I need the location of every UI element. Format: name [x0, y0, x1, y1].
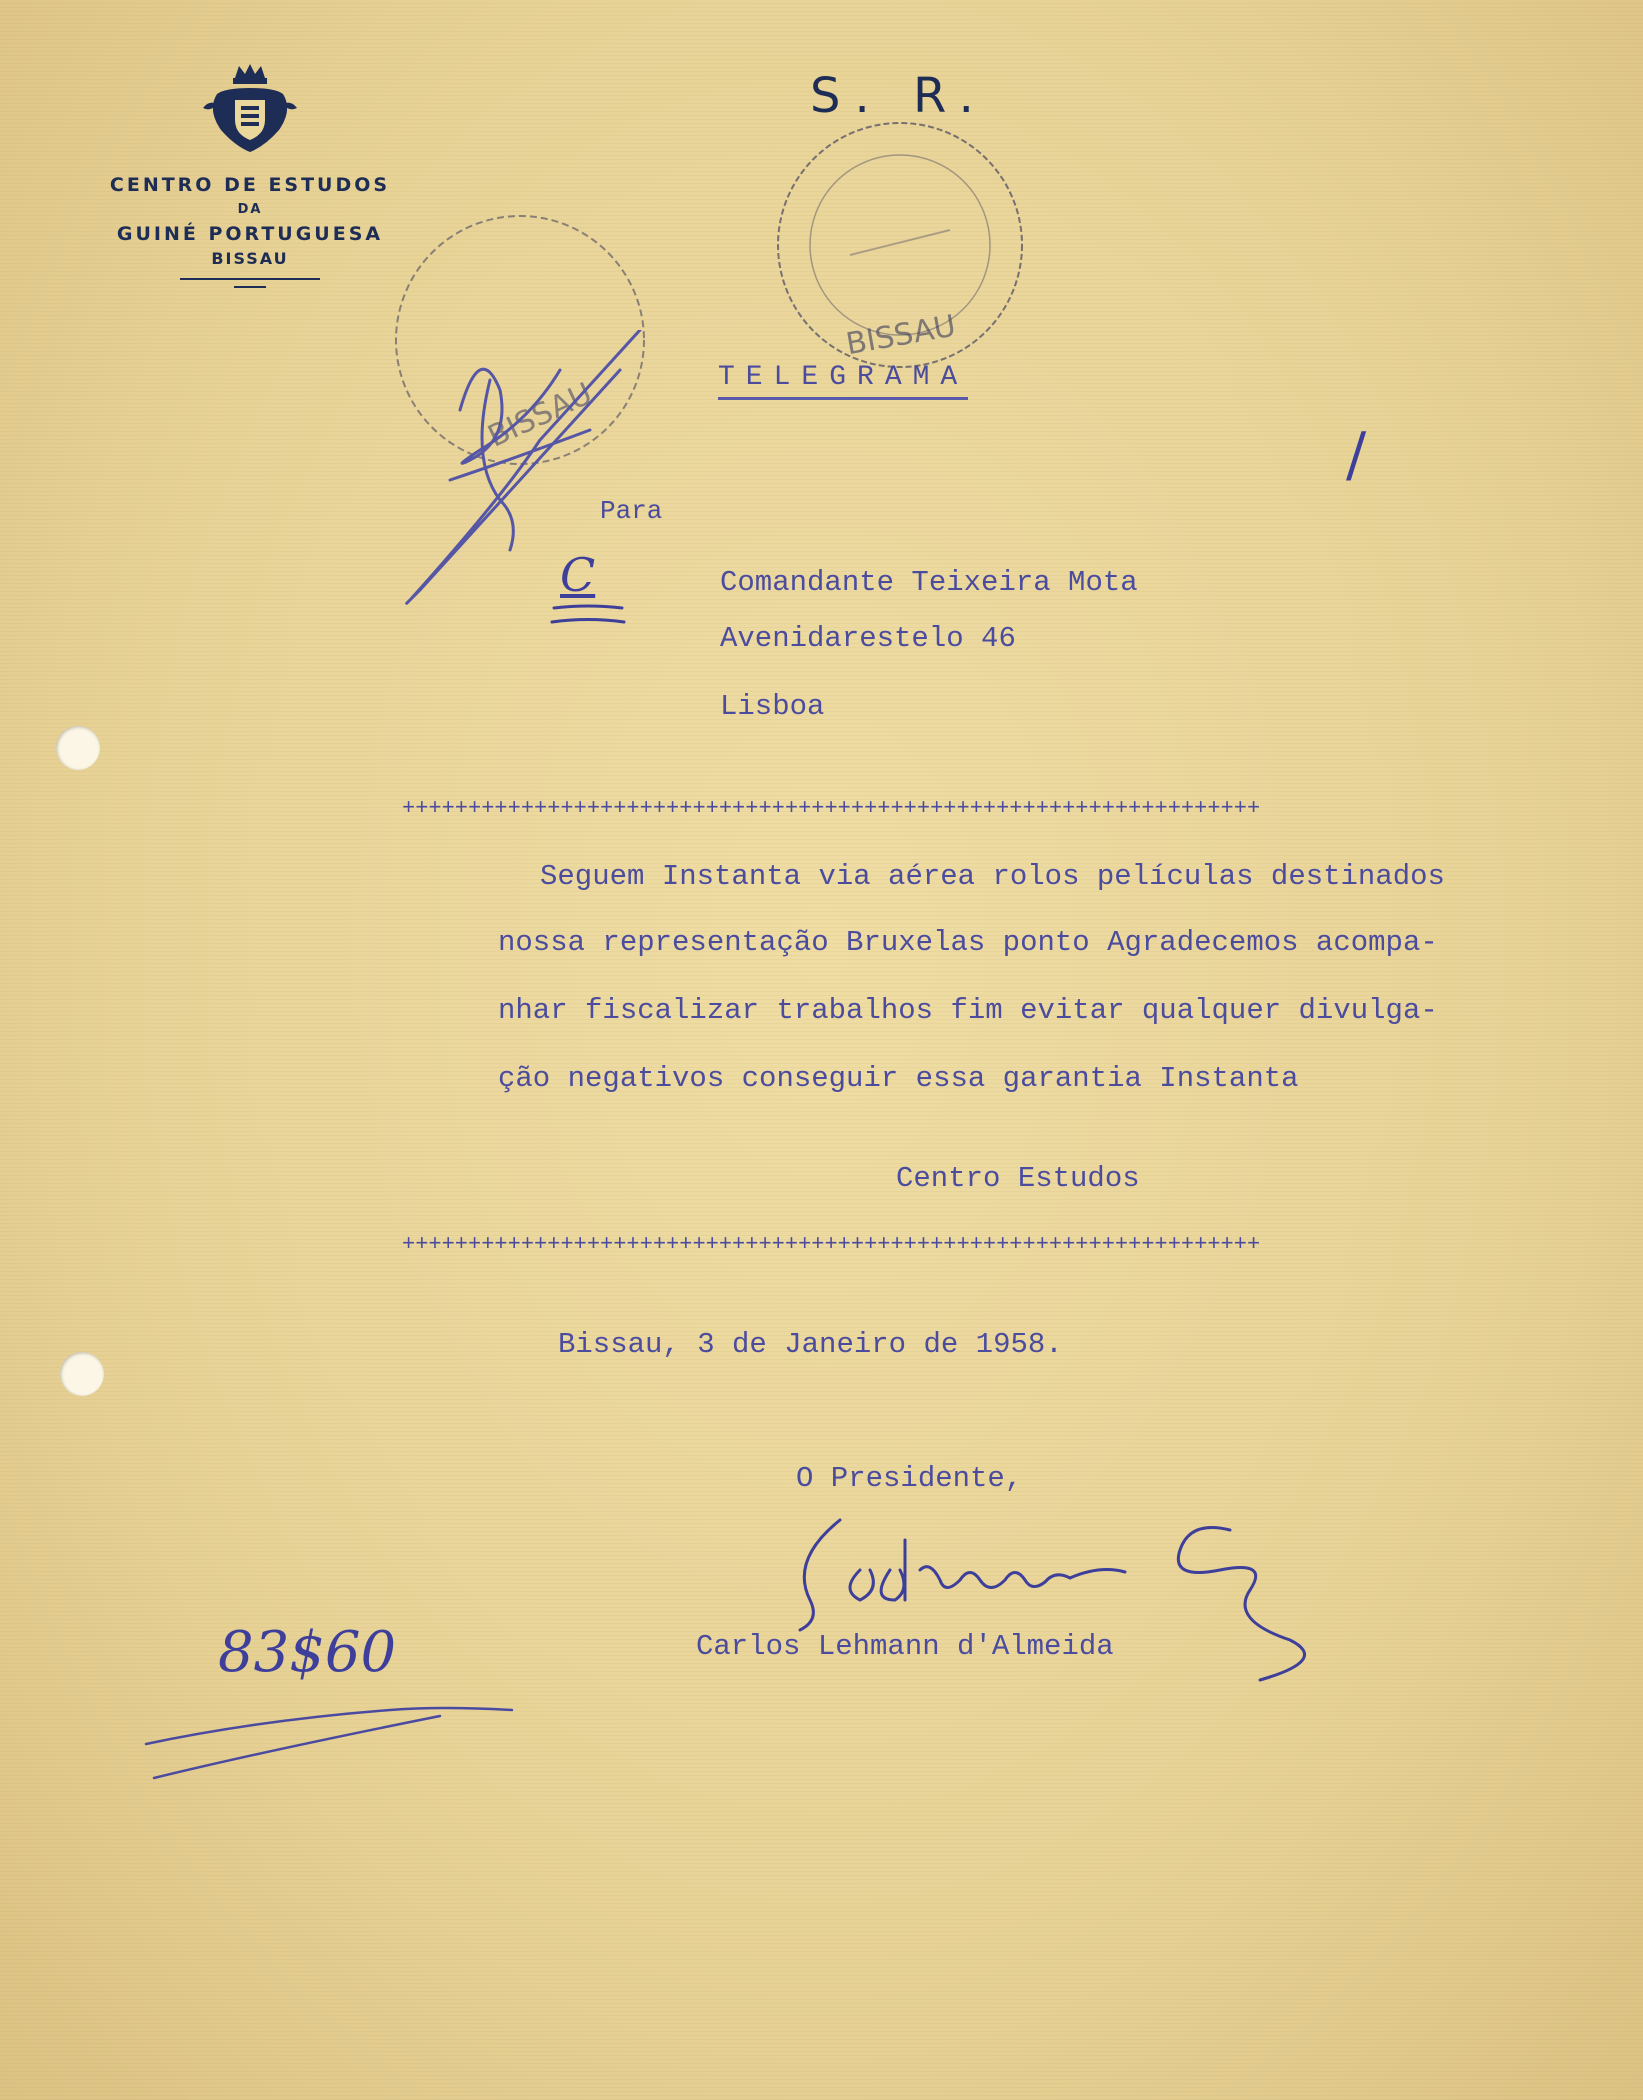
- letterhead-line-2: DA: [237, 202, 263, 217]
- document-title: TELEGRAMA: [718, 362, 968, 400]
- header-mark: S. R.: [810, 68, 988, 124]
- message-line-3: nhar fiscalizar trabalhos fim evitar qualquer divulga-: [498, 994, 1438, 1027]
- handwritten-initials: [390, 330, 670, 620]
- svg-text:BISSAU: BISSAU: [482, 376, 598, 455]
- recipient-city: Lisboa: [720, 690, 825, 723]
- letterhead-line-1: CENTRO DE ESTUDOS: [109, 174, 391, 196]
- closing: O Presidente,: [796, 1462, 1023, 1495]
- letterhead-rule: [180, 278, 320, 280]
- recipient-address: Avenidarestelo 46: [720, 622, 1016, 655]
- message-line-4: ção negativos conseguir essa garantia Instanta: [498, 1062, 1299, 1095]
- separator-bottom: +++++++++++++++++++++++++++++++++++++++++++++++++++++++++++++++++: [402, 1232, 1261, 1257]
- message-line-1: Seguem Instanta via aérea rolos películas destinados: [540, 860, 1445, 893]
- signatory-name: Carlos Lehmann d'Almeida: [696, 1630, 1114, 1663]
- message-sender: Centro Estudos: [896, 1162, 1140, 1195]
- separator-top: +++++++++++++++++++++++++++++++++++++++++++++++++++++++++++++++++: [402, 796, 1261, 821]
- recipient-name: Comandante Teixeira Mota: [720, 566, 1138, 599]
- punch-hole-top: [56, 726, 100, 770]
- letterhead: [80, 60, 420, 288]
- svg-text:BISSAU: BISSAU: [843, 308, 959, 363]
- c-mark-underline: [548, 600, 628, 630]
- punch-hole-bottom: [60, 1352, 104, 1396]
- coat-of-arms-icon: [195, 60, 305, 160]
- letterhead-line-3: GUINÉ PORTUGUESA: [116, 223, 384, 245]
- amount-underline: [140, 1690, 520, 1790]
- message-line-2: nossa representação Bruxelas ponto Agradecemos acompa-: [498, 926, 1438, 959]
- handwritten-c-mark: C: [560, 548, 596, 602]
- date-line: Bissau, 3 de Janeiro de 1958.: [558, 1328, 1063, 1361]
- letterhead-rule-short: [234, 286, 266, 288]
- recipient-label: Para: [600, 496, 663, 526]
- postal-stamp-top: [770, 120, 1030, 370]
- signature: [770, 1510, 1350, 1690]
- handwritten-amount: 83$60: [218, 1620, 397, 1685]
- handwritten-tick: /: [1346, 420, 1367, 490]
- letterhead-line-4: BISSAU: [211, 249, 289, 268]
